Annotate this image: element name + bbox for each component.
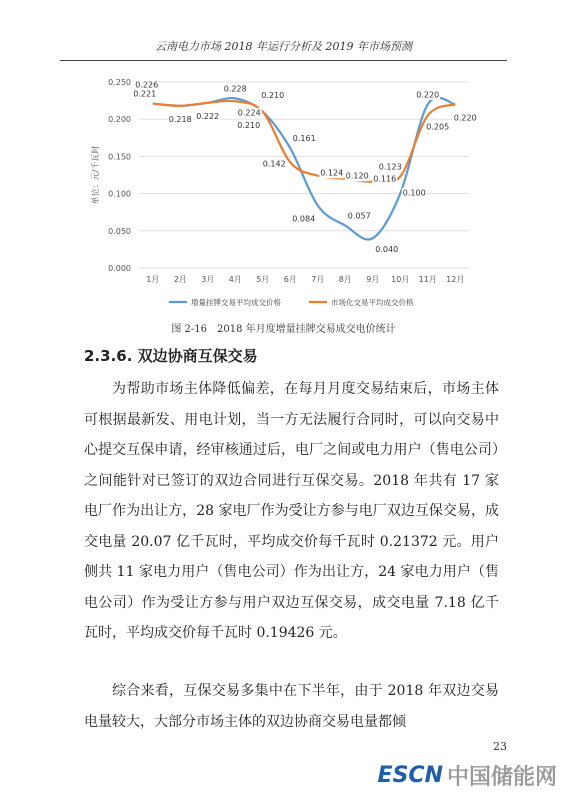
watermark-name: 中国储能网 xyxy=(446,765,557,790)
paragraph-2: 综合来看，互保交易多集中在下半年，由于 2018 年双边交易电量较大，大部分市场主体的双边协商交易电量都倾 xyxy=(84,683,499,730)
section-title: 2.3.6. 双边协商互保交易 xyxy=(84,347,258,365)
x-tick-label: 5月 xyxy=(256,275,270,284)
legend-label: 增量挂牌交易平均成交价格 xyxy=(191,298,281,307)
y-axis-label: 单位：元/千瓦时 xyxy=(91,145,100,205)
x-tick-label: 8月 xyxy=(338,275,352,284)
y-tick-label: 0.100 xyxy=(108,189,131,199)
y-tick-label: 0.250 xyxy=(108,78,131,87)
data-label: 0.220 xyxy=(453,113,477,123)
y-tick-label: 0.050 xyxy=(108,226,131,236)
y-tick-label: 0.200 xyxy=(108,115,131,125)
data-label: 0.120 xyxy=(345,171,369,181)
chart-svg xyxy=(84,72,482,312)
data-label: 0.224 xyxy=(237,108,261,118)
data-label: 0.161 xyxy=(292,134,316,144)
paragraph-1: 为帮助市场主体降低偏差，在每月月度交易结束后，市场主体可根据最新发、用电计划，当一方无法履行合同时，可以向交易中心提交互保申请，经审核通过后，电厂之间或电力用户（售电公司）之间能针对已签订的双边合同进行互保交易。2018 年共有 17 家电厂作为出让方，28 家电厂作为受让方参与电厂双边互保交易，成交电量 20.07 亿千瓦时，平均成交价每千瓦时 0.21372 元。用户侧共 11 家电力用户（售电公司）作为出让方，24 家电力用户（售电公司）作为受让方参与用户双边互保交易，成交电量 7.18 亿千瓦时，平均成交价每千瓦时 0.19426 元。 xyxy=(84,381,499,641)
x-tick-label: 4月 xyxy=(228,275,242,284)
page-number: 23 xyxy=(493,740,507,753)
data-label: 0.116 xyxy=(373,174,397,184)
data-label: 0.221 xyxy=(133,89,157,99)
data-label: 0.218 xyxy=(168,114,192,124)
data-label: 0.210 xyxy=(237,120,261,130)
data-label: 0.205 xyxy=(426,122,450,132)
watermark-logo xyxy=(378,760,557,791)
data-label: 0.226 xyxy=(135,80,159,90)
data-label: 0.057 xyxy=(347,211,371,221)
data-label: 0.228 xyxy=(223,84,247,94)
x-tick-label: 7月 xyxy=(311,275,325,284)
data-label: 0.142 xyxy=(262,159,286,169)
legend-label: 市场化交易平均成交价格 xyxy=(331,298,414,307)
x-tick-label: 2月 xyxy=(173,275,187,284)
x-tick-label: 1月 xyxy=(146,275,160,284)
x-tick-label: 3月 xyxy=(201,275,215,284)
data-label: 0.100 xyxy=(402,188,426,198)
price-line-chart xyxy=(84,72,482,312)
data-label: 0.040 xyxy=(375,245,399,255)
data-label: 0.124 xyxy=(320,168,344,178)
x-tick-label: 6月 xyxy=(283,275,297,284)
running-header: 云南电力市场 2018 年运行分析及 2019 年市场预测 xyxy=(60,38,507,61)
x-tick-label: 11月 xyxy=(418,275,437,284)
watermark-brand: ESCN xyxy=(377,763,443,788)
x-tick-label: 9月 xyxy=(366,275,380,284)
figure-caption: 图 2-16 2018 年月度增量挂牌交易成交电价统计 xyxy=(171,324,396,335)
x-tick-label: 12月 xyxy=(446,275,465,284)
data-label: 0.222 xyxy=(196,111,220,121)
data-label: 0.220 xyxy=(416,90,440,100)
data-label: 0.084 xyxy=(292,214,316,224)
y-tick-label: 0.000 xyxy=(108,264,131,273)
x-tick-label: 10月 xyxy=(391,275,410,284)
data-label: 0.210 xyxy=(261,90,285,100)
y-tick-label: 0.150 xyxy=(108,152,131,162)
data-label: 0.123 xyxy=(378,162,402,172)
